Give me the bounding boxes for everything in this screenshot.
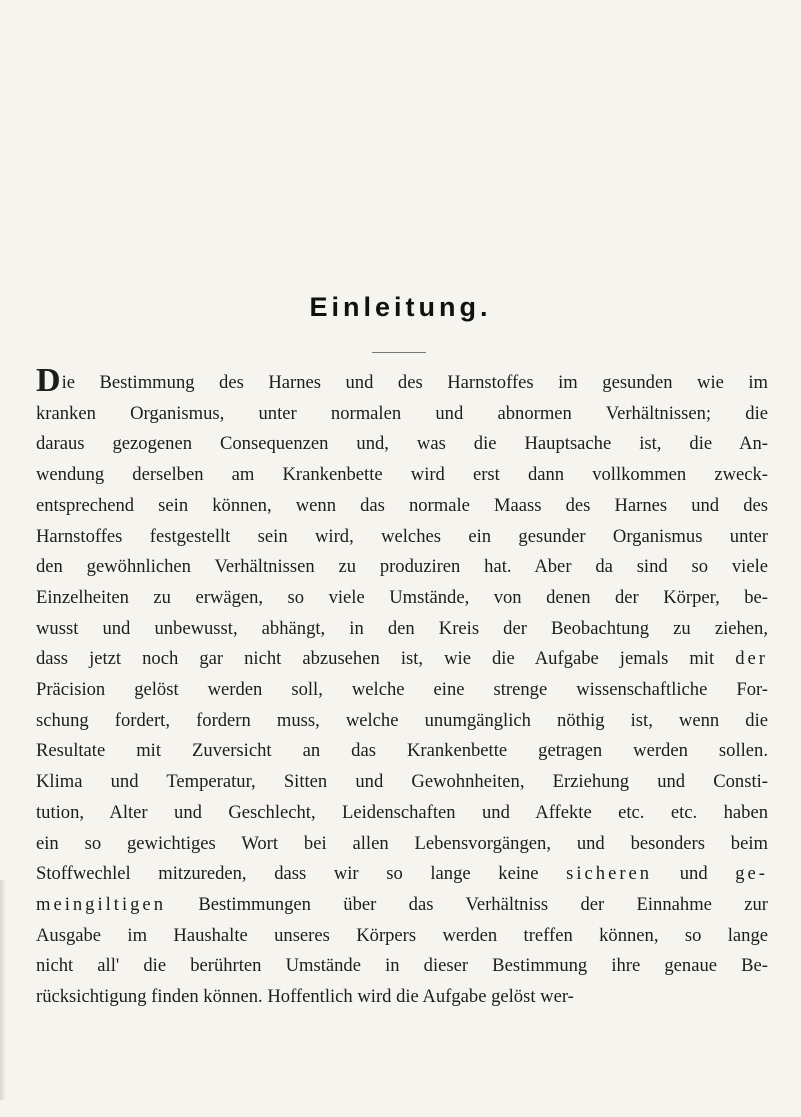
- text-line-2: kranken Organismus, unter normalen und abnormen Verhältnissen; die: [36, 402, 768, 424]
- text-line-16: ein so gewichtiges Wort bei allen Lebensvorgängen, und besonders beim: [36, 832, 768, 854]
- text-line-17: Stoffwechlel mitzureden, dass wir so lange keine sicheren und ge-: [36, 863, 768, 885]
- text-line-14: Klima und Temperatur, Sitten und Gewohnheiten, Erziehung und Consti-: [36, 771, 768, 793]
- text-line-10: dass jetzt noch gar nicht abzusehen ist, wie die Aufgabe jemals mit der: [36, 648, 768, 670]
- chapter-heading: Einleitung.: [309, 292, 492, 322]
- text-line-21: rücksichtigung finden können. Hoffentlich wird die Aufgabe gelöst wer-: [36, 986, 574, 1008]
- text-line-11: Präcision gelöst werden soll, welche eine strenge wissenschaftliche For-: [36, 679, 768, 701]
- text-line-4: wendung derselben am Krankenbette wird erst dann vollkommen zweck-: [36, 464, 768, 486]
- text-line-19: Ausgabe im Haushalte unseres Körpers werden treffen können, so lange: [36, 924, 768, 946]
- page-edge-shadow: [0, 880, 6, 1100]
- heading-rule: [372, 352, 426, 353]
- spaced-emphasis: sicheren: [566, 863, 653, 885]
- text-line-15: tution, Alter und Geschlecht, Leidenschaften und Affekte etc. etc. haben: [36, 801, 768, 823]
- text-line-20: nicht all' die berührten Umstände in dieser Bestimmung ihre genaue Be-: [36, 955, 768, 977]
- spaced-emphasis: ge-: [735, 863, 768, 885]
- text-line-5: entsprechend sein können, wenn das normale Maass des Harnes und des: [36, 494, 768, 516]
- text-line-6: Harnstoffes festgestellt sein wird, welches ein gesunder Organismus unter: [36, 525, 768, 547]
- text-line-3: daraus gezogenen Consequenzen und, was die Hauptsache ist, die An-: [36, 433, 768, 455]
- spaced-emphasis: der: [735, 648, 768, 670]
- text-line-12: schung fordert, fordern muss, welche unumgänglich nöthig ist, wenn die: [36, 709, 768, 731]
- text-line-1: Die Bestimmung des Harnes und des Harnstoffes im gesunden wie im: [36, 362, 768, 399]
- introduction-paragraph: [36, 362, 768, 1013]
- text-line-7: den gewöhnlichen Verhältnissen zu produziren hat. Aber da sind so viele: [36, 556, 768, 578]
- text-line-8: Einzelheiten zu erwägen, so viele Umstände, von denen der Körper, be-: [36, 586, 768, 608]
- text-line-13: Resultate mit Zuversicht an das Krankenbette getragen werden sollen.: [36, 740, 768, 762]
- drop-cap: D: [36, 362, 61, 399]
- text-line-9: wusst und unbewusst, abhängt, in den Kreis der Beobachtung zu ziehen,: [36, 617, 768, 639]
- spaced-emphasis: meingiltigen: [36, 893, 166, 915]
- text-line-18: meingiltigen Bestimmungen über das Verhältniss der Einnahme zur: [36, 893, 768, 915]
